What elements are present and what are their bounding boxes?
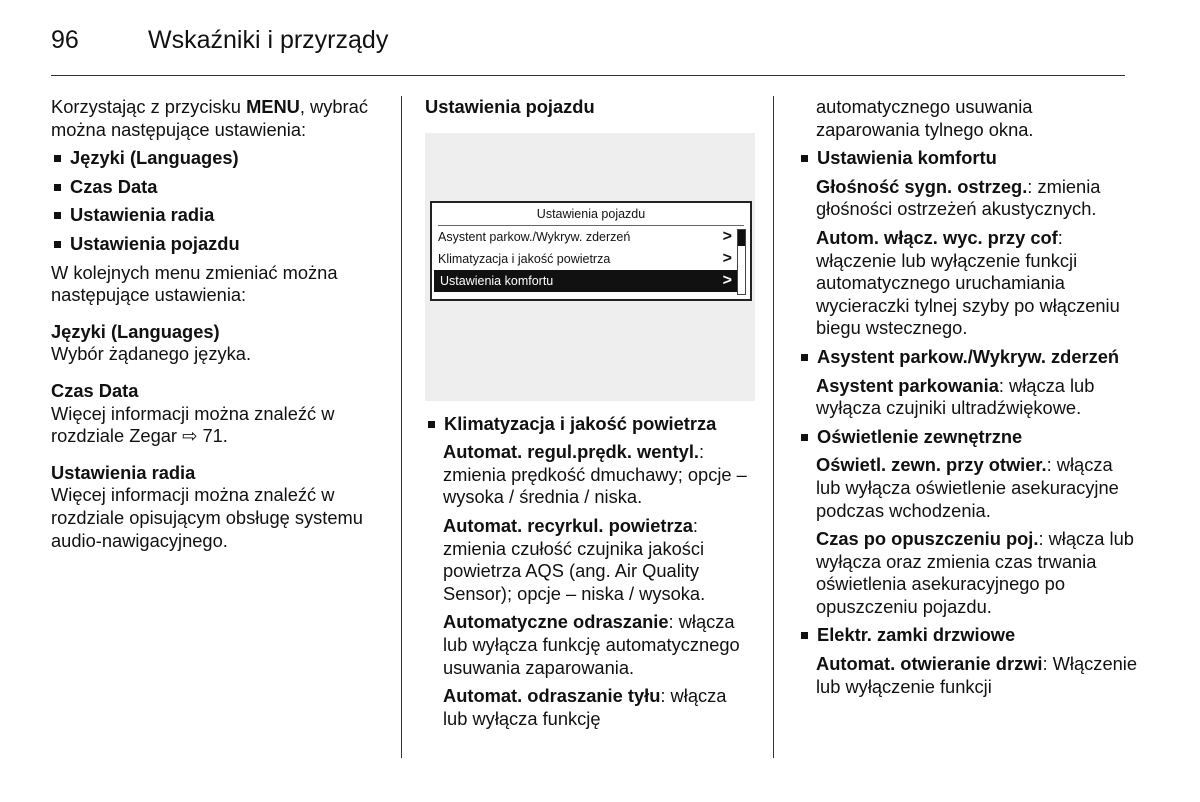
section-text: Więcej informacji można znaleźć w rozdziale Zegar ⇨ 71.	[51, 402, 335, 447]
page-header	[51, 24, 1125, 76]
screen-menu-item	[432, 248, 750, 270]
bullet-item: Elektr. zamki drzwiowe	[798, 624, 1138, 647]
screen-illustration	[425, 133, 755, 401]
page-title: Wskaźniki i przyrządy	[148, 26, 389, 54]
setting-name: Automat. otwieranie drzwi	[816, 653, 1043, 675]
section-text: Wybór żądanego języka.	[51, 343, 252, 365]
setting-text: : włącza lub wyłącza oraz zmienia czas trwania oświetlenia asekuracyjnego po opuszczeniu pojazdu.	[816, 528, 1134, 617]
setting-name: Automat. regul.prędk. wentyl.	[443, 441, 699, 463]
section-text: Więcej informacji można znaleźć w rozdziale opisującym obsługę systemu audio-nawigacyjnego.	[51, 484, 363, 551]
setting-description	[425, 685, 755, 730]
setting-description	[798, 528, 1138, 618]
screen-title: Ustawienia pojazdu	[438, 203, 744, 226]
bullet-item: Ustawienia komfortu	[798, 147, 1138, 170]
scrollbar	[737, 229, 746, 295]
setting-name: Automat. odraszanie tyłu	[443, 685, 661, 707]
setting-name: Autom. włącz. wyc. przy cof	[816, 226, 1058, 248]
setting-text: : włącza lub wyłącza funkcję	[443, 685, 727, 729]
chevron-right-icon: >	[722, 271, 732, 289]
setting-name: Głośność sygn. ostrzeg.	[816, 175, 1028, 197]
setting-name: Automat. recyrkul. powietrza	[443, 514, 693, 536]
setting-text: : włącza lub wyłącza czujniki ultradźwiękowe.	[816, 374, 1095, 419]
intro-paragraph	[51, 96, 377, 141]
setting-description	[798, 454, 1138, 522]
setting-description	[425, 515, 755, 605]
setting-text: : zmienia głośności ostrzeżeń akustycznych.	[816, 175, 1101, 220]
column-divider	[773, 96, 774, 758]
setting-text: : włącza lub wyłącza funkcję automatycznego usuwania zaparowania.	[443, 611, 740, 678]
intro-text-end: , wybrać można następujące ustawienia:	[51, 96, 368, 140]
setting-text: : włącza lub wyłącza oświetlenie asekuracyjne podczas wchodzenia.	[816, 454, 1119, 521]
section-heading: Języki (Languages)	[51, 320, 220, 342]
bullet-item: Oświetlenie zewnętrzne	[798, 426, 1138, 449]
bullet-item: Klimatyzacja i jakość powietrza	[425, 413, 755, 436]
setting-description	[425, 611, 755, 679]
section-heading: Ustawienia radia	[51, 461, 196, 483]
continuation-text: automatycznego usuwania zaparowania tylnego okna.	[816, 96, 1034, 140]
header-divider	[51, 75, 1125, 76]
scrollbar-thumb	[738, 230, 745, 246]
chevron-right-icon: >	[722, 227, 732, 245]
chevron-right-icon: >	[722, 249, 732, 267]
column-1	[51, 96, 377, 552]
setting-name: Czas po opuszczeniu poj.	[816, 528, 1039, 550]
bullet-item: Asystent parkow./Wykryw. zderzeń	[798, 346, 1138, 369]
column-divider	[401, 96, 402, 758]
setting-description	[798, 375, 1138, 420]
bullet-item: Ustawienia pojazdu	[51, 233, 377, 256]
display-screen	[430, 201, 752, 301]
menu-button-label: MENU	[246, 96, 300, 117]
bullet-item: Ustawienia radia	[51, 204, 377, 227]
setting-text: : Włączenie lub wyłączenie funkcji	[816, 653, 1138, 697]
setting-description	[798, 227, 1138, 340]
setting-name: Automatyczne odraszanie	[443, 611, 669, 633]
bullet-item: Języki (Languages)	[51, 147, 377, 170]
setting-description	[798, 176, 1138, 221]
screen-menu-label: Asystent parkow./Wykryw. zderzeń	[438, 229, 631, 244]
bullet-item: Czas Data	[51, 176, 377, 199]
setting-text: : zmienia czułość czujnika jakości powietrza AQS (ang. Air Quality Sensor); opcje – niska / wysoka.	[443, 514, 706, 604]
setting-description	[425, 441, 755, 509]
screen-menu-label: Ustawienia komfortu	[440, 273, 554, 288]
setting-text: : zmienia prędkość dmuchawy; opcje – wysoka / średnia / niska.	[443, 441, 747, 508]
section-heading: Czas Data	[51, 379, 139, 401]
setting-name: Oświetl. zewn. przy otwier.	[816, 454, 1047, 476]
setting-description	[798, 653, 1138, 698]
body-paragraph: W kolejnych menu zmieniać można następujące ustawienia:	[51, 261, 338, 306]
section-heading: Ustawienia pojazdu	[425, 96, 595, 117]
intro-text: Korzystając z przycisku	[51, 96, 247, 117]
page-number: 96	[51, 26, 79, 54]
column-2	[425, 96, 755, 736]
column-3	[798, 96, 1138, 704]
setting-text: : włączenie lub wyłączenie funkcji automatycznego uruchamiania wycieraczki tylnej szyby po włączeniu biegu wstecznego.	[816, 226, 1120, 339]
screen-menu-item	[432, 226, 750, 248]
screen-menu-item-selected	[434, 270, 738, 292]
setting-name: Asystent parkowania	[816, 374, 999, 396]
screen-menu-label: Klimatyzacja i jakość powietrza	[438, 251, 611, 266]
